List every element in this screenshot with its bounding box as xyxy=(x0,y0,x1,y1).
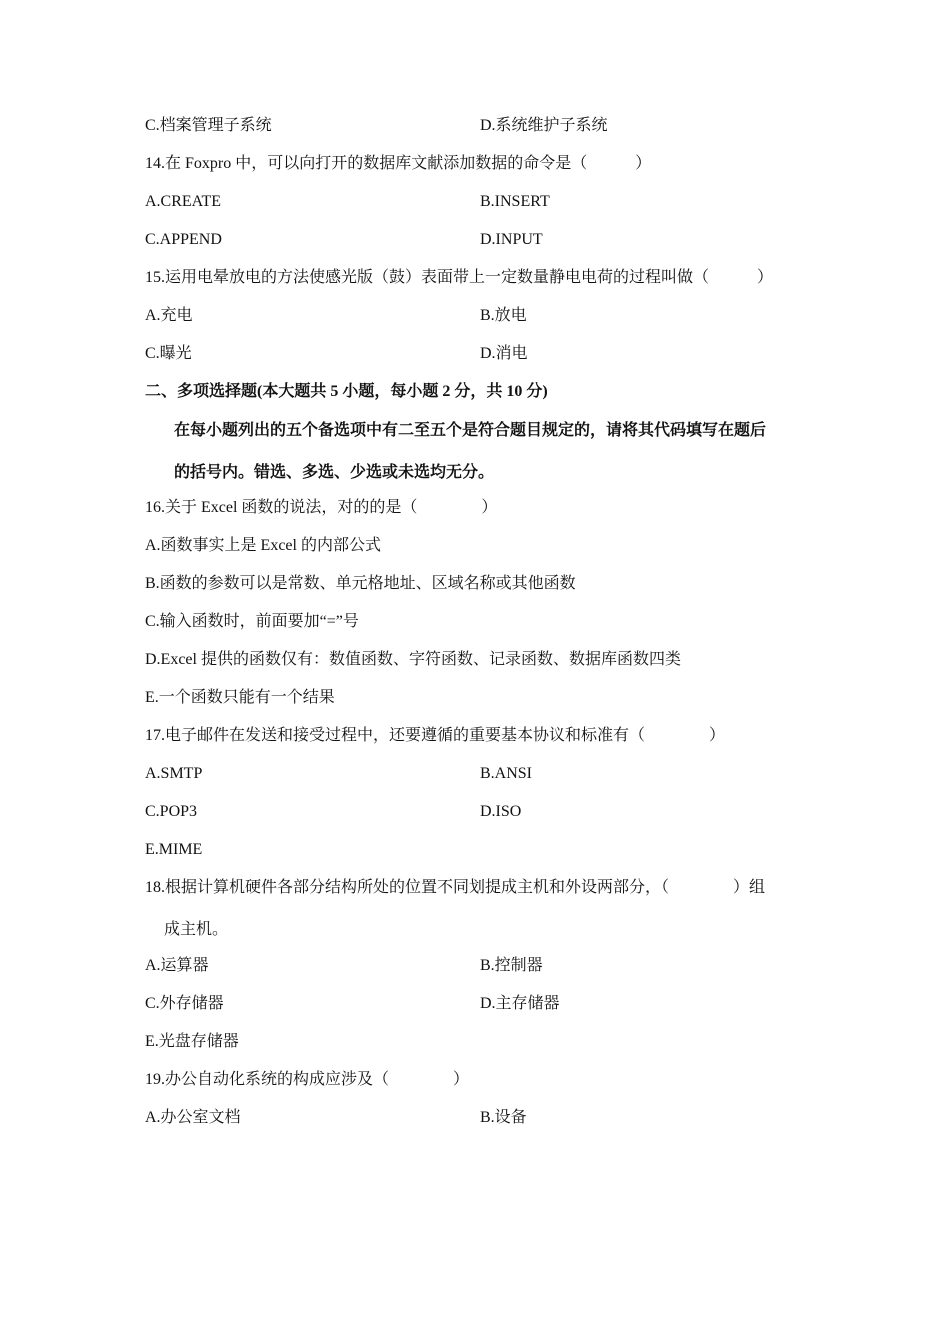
q17-option-e: E.MIME xyxy=(145,841,203,858)
q13-option-d: D.系统维护子系统 xyxy=(480,117,608,134)
q19-option-a: A.办公室文档 xyxy=(145,1109,241,1126)
q15-option-a: A.充电 xyxy=(145,307,193,324)
q18-option-e: E.光盘存储器 xyxy=(145,1033,239,1050)
section2-title: 二、多项选择题(本大题共 5 小题，每小题 2 分，共 10 分) xyxy=(145,383,548,400)
q17-option-a: A.SMTP xyxy=(145,765,203,782)
q18-option-b: B.控制器 xyxy=(480,957,543,974)
q15-option-d: D.消电 xyxy=(480,345,528,362)
q18-option-a: A.运算器 xyxy=(145,957,209,974)
q16-option-e: E.一个函数只能有一个结果 xyxy=(145,689,335,706)
q18-stem-line2: 成主机。 xyxy=(164,921,229,938)
q15-stem: 15.运用电晕放电的方法使感光版（鼓）表面带上一定数量静电电荷的过程叫做（ ） xyxy=(145,269,774,286)
section2-instructions-line1: 在每小题列出的五个备选项中有二至五个是符合题目规定的，请将其代码填写在题后 xyxy=(174,422,767,439)
q16-option-b: B.函数的参数可以是常数、单元格地址、区域名称或其他函数 xyxy=(145,575,576,592)
q16-option-a: A.函数事实上是 Excel 的内部公式 xyxy=(145,537,381,554)
q17-option-b: B.ANSI xyxy=(480,765,533,782)
q14-option-b: B.INSERT xyxy=(480,193,550,210)
q19-stem: 19.办公自动化系统的构成应涉及（ ） xyxy=(145,1071,470,1088)
q14-option-c: C.APPEND xyxy=(145,231,222,248)
q19-option-b: B.设备 xyxy=(480,1109,527,1126)
q16-stem: 16.关于 Excel 函数的说法，对的的是（ ） xyxy=(145,499,498,516)
q16-option-d: D.Excel 提供的函数仅有：数值函数、字符函数、记录函数、数据库函数四类 xyxy=(145,651,681,668)
q18-option-c: C.外存储器 xyxy=(145,995,224,1012)
q15-option-b: B.放电 xyxy=(480,307,527,324)
section2-instructions-line2: 的括号内。错选、多选、少选或未选均无分。 xyxy=(174,464,495,481)
q17-option-d: D.ISO xyxy=(480,803,522,820)
q14-option-a: A.CREATE xyxy=(145,193,221,210)
q14-stem: 14.在 Foxpro 中，可以向打开的数据库文献添加数据的命令是（ ） xyxy=(145,155,652,172)
q17-option-c: C.POP3 xyxy=(145,803,198,820)
q17-stem: 17.电子邮件在发送和接受过程中，还要遵循的重要基本协议和标准有（ ） xyxy=(145,727,726,744)
q15-option-c: C.曝光 xyxy=(145,345,192,362)
q18-option-d: D.主存储器 xyxy=(480,995,560,1012)
q14-option-d: D.INPUT xyxy=(480,231,543,248)
q13-option-c: C.档案管理子系统 xyxy=(145,117,272,134)
q18-stem-line1: 18.根据计算机硬件各部分结构所处的位置不同划提成主机和外设两部分，（ ）组 xyxy=(145,879,766,896)
q16-option-c: C.输入函数时，前面要加“=”号 xyxy=(145,613,359,630)
